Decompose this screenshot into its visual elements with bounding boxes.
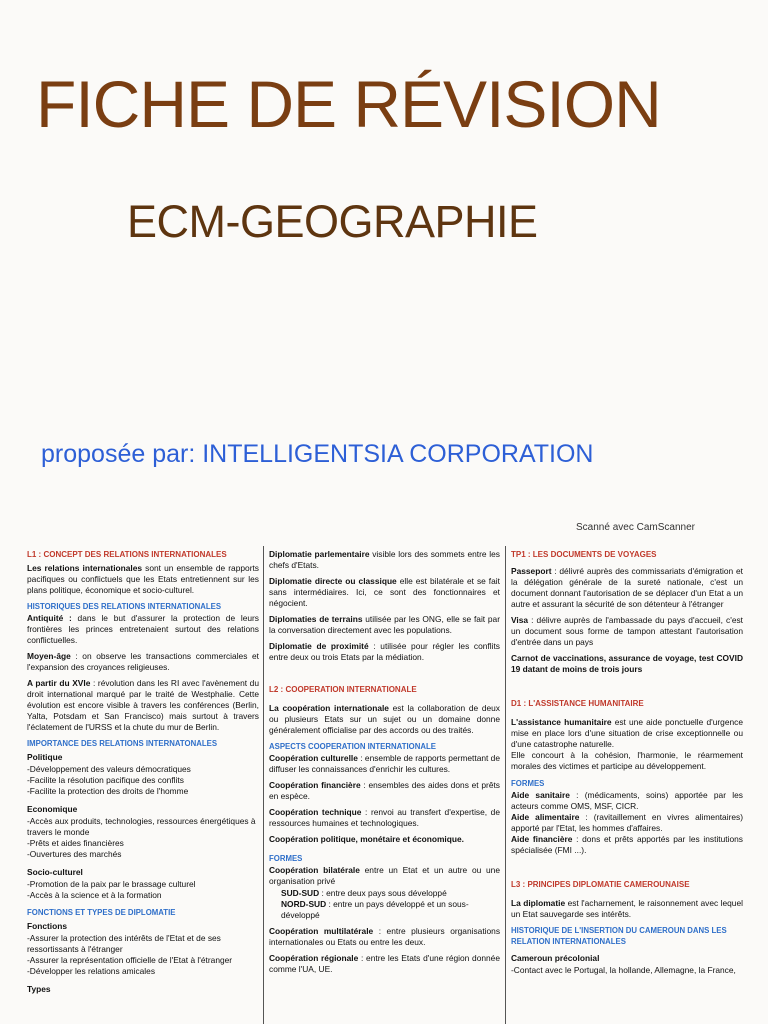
term: Coopération politique, monétaire et économique. — [269, 834, 464, 844]
list-item: -Accès aux produits, technologies, ressources énergétiques à travers le monde — [27, 816, 256, 837]
list-item: -Développement des valeurs démocratiques — [27, 764, 191, 774]
list-item — [281, 899, 500, 921]
paragraph — [269, 753, 500, 775]
term: NORD-SUD — [281, 899, 327, 909]
term: Coopération financière — [269, 780, 361, 790]
term: L'assistance humanitaire — [511, 717, 612, 727]
term: Aide financière — [511, 834, 573, 844]
paragraph — [511, 653, 743, 675]
term: Diplomatie parlementaire — [269, 549, 370, 559]
subsection-heading: IMPORTANCE DES RELATIONS INTERNATONALES — [27, 739, 218, 748]
section-heading: L1 : CONCEPT DES RELATIONS INTERNATIONALES — [27, 550, 227, 559]
column-1 — [27, 549, 259, 996]
list-item: -Promotion de la paix par le brassage culturel — [27, 879, 196, 889]
author-line: proposée par: INTELLIGENTSIA CORPORATION — [41, 440, 594, 468]
list-item: -Assurer la protection des intérêts de l'Etat et de ses ressortissants à l'étranger — [27, 933, 221, 954]
subsection-heading: HISTORIQUE DE L'INSERTION DU CAMEROUN DANS LES RELATION INTERNATIONALES — [511, 926, 727, 946]
page-subtitle: ECM-GEOGRAPHIE — [127, 196, 538, 247]
term: La coopération internationale — [269, 703, 389, 713]
list-item: -Accès à la science et à la formation — [27, 890, 162, 900]
column-2 — [269, 549, 500, 980]
term: Aide alimentaire — [511, 812, 580, 822]
subsection-heading: FORMES — [269, 854, 303, 863]
subsection-heading: FONCTIONS ET TYPES DE DIPLOMATIE — [27, 908, 176, 917]
paragraph — [511, 812, 743, 834]
paragraph-text: est une aide ponctuelle d'urgence mise en place lors d'une situation de crise exceptionnelle ou d'une catastrophe naturelle. — [511, 717, 743, 749]
paragraph — [269, 614, 500, 636]
paragraph — [511, 566, 743, 610]
paragraph — [27, 678, 259, 733]
section-heading: L2 : COOPERATION INTERNATIONALE — [269, 685, 417, 694]
list-item: -Développer les relations amicales — [27, 966, 156, 976]
list-item-text: : entre deux pays sous développé — [319, 888, 447, 898]
list-item: -Facilite la protection des droits de l'homme — [27, 786, 189, 796]
section-heading: L3 : PRINCIPES DIPLOMATIE CAMEROUNAISE — [511, 880, 690, 889]
term: Moyen-âge — [27, 651, 71, 661]
list-item — [281, 888, 500, 899]
paragraph — [511, 615, 743, 648]
paragraph-text: dans le but d'assurer la protection de leurs frontières les princes entretenaient surtout des relations conflictuelles. — [27, 613, 259, 645]
list-item: -Facilite la résolution pacifique des conflits — [27, 775, 184, 785]
paragraph — [269, 807, 500, 829]
paragraph — [269, 780, 500, 802]
column-divider-1 — [263, 546, 264, 1024]
paragraph-text: : dons et prêts apportés par les institutions spécialisée (FMI ...). — [511, 834, 743, 855]
paragraph — [511, 898, 743, 920]
list-heading: Politique — [27, 752, 63, 762]
paragraph — [269, 549, 500, 571]
paragraph — [511, 790, 743, 812]
paragraph-text: : renvoi au transfert d'expertise, de ressources humaines et technologiques. — [269, 807, 500, 828]
paragraph — [511, 834, 743, 856]
term: Coopération bilatérale — [269, 865, 360, 875]
paragraph-text: visible lors des sommets entre les chefs d'Etats. — [269, 549, 500, 570]
paragraph — [27, 651, 259, 673]
paragraph-text: : on observe les transactions commerciales et l'expansion des croyances religieuses. — [27, 651, 259, 672]
paragraph-text: : délivre auprès de l'ambassade du pays d'accueil, c'est un document sous forme de tampon attestant l'autorisation d'entrée dans un pays — [511, 615, 743, 647]
paragraph-text: : révolution dans les RI avec l'avènement du droit international marqué par le traité de Westphalie. Cette évolution est encore visible à travers les conférences (Berlin, Yalta, Potsdam et San Francisco) mais surtout à travers l'éclatement de l'URSS et la chute du mur de Berlin. — [27, 678, 259, 732]
subsection-heading: HISTORIQUES DES RELATIONS INTERNATIONALES — [27, 602, 222, 611]
paragraph-text: utilisée par les ONG, elle se fait par la conversation directement avec les populations. — [269, 614, 500, 635]
list-heading: Cameroun précolonial — [511, 953, 600, 963]
list-item: -Ouvertures des marchés — [27, 849, 122, 859]
column-divider-2 — [505, 546, 506, 1024]
term: A partir du XVIe — [27, 678, 91, 688]
paragraph — [269, 953, 500, 975]
list-heading: Types — [27, 984, 51, 994]
term: Coopération culturelle — [269, 753, 358, 763]
paragraph — [27, 563, 259, 596]
paragraph — [269, 703, 500, 736]
term: Carnot de vaccinations, assurance de voyage, test COVID 19 datant de moins de trois jours — [511, 653, 743, 674]
subsection-heading: FORMES — [511, 779, 545, 788]
term: Antiquité : — [27, 613, 72, 623]
term: Diplomatie de proximité — [269, 641, 369, 651]
paragraph-text: est l'acharnement, le raisonnement avec lequel un Etat sauvegarde ses intérêts. — [511, 898, 743, 919]
paragraph-text: est la collaboration de deux ou plusieurs Etats sur un sujet ou un domaine donne généralement officialise par des accords ou des traités. — [269, 703, 500, 735]
scanner-watermark: Scanné avec CamScanner — [576, 522, 695, 533]
paragraph-text: : ensembles des aides dons et prêts en espèce. — [269, 780, 500, 801]
paragraph — [269, 834, 500, 845]
paragraph-text: : (ravitaillement en vivres alimentaires) apporté par l'Etat, les hommes d'affaires. — [511, 812, 744, 833]
paragraph-text: : utilisée pour régler les conflits entre deux ou trois Etats par la médiation. — [269, 641, 500, 662]
list-heading: Fonctions — [27, 921, 68, 931]
paragraph-text: : (médicaments, soins) apportée par les acteurs comme OMS, MSF, CICR. — [511, 790, 743, 811]
paragraph — [269, 926, 500, 948]
paragraph-text: sont un ensemble de rapports pacifiques ou conflictuels que les Etats entretiennent sur les plans politique, économique et socio-culturel. — [27, 563, 259, 595]
list-heading: Economique — [27, 804, 78, 814]
paragraph-text: entre un Etat et un autre ou une organisation privé — [269, 865, 500, 886]
column-3 — [511, 549, 743, 976]
term: SUD-SUD — [281, 888, 320, 898]
term: Visa — [511, 615, 529, 625]
list-item: -Assurer la représentation officielle de l'Etat à l'étranger — [27, 955, 233, 965]
term: Diplomaties de terrains — [269, 614, 363, 624]
term: Les relations internationales — [27, 563, 143, 573]
section-heading: TP1 : LES DOCUMENTS DE VOYAGES — [511, 550, 657, 559]
paragraph-text: : ensemble de rapports permettant de diffuser les connaissances d'enrichir les cultures. — [269, 753, 500, 774]
term: Coopération multilatérale — [269, 926, 374, 936]
list-heading: Socio-culturel — [27, 867, 83, 877]
page-title: FICHE DE RÉVISION — [36, 67, 661, 141]
term: Coopération technique — [269, 807, 362, 817]
list-item-text: : entre un pays développé et un sous-développé — [281, 899, 469, 920]
section-heading: D1 : L'ASSISTANCE HUMANITAIRE — [511, 699, 644, 708]
paragraph-text: : délivré auprès des commissariats d'émigration et la délégation générale de la sureté nationale, c'est un document donnant l'autorisation de se déplacer d'un Etat a un autre et assurant la sécurité de son détenteur à l'étranger — [511, 566, 743, 609]
paragraph — [269, 576, 500, 609]
subsection-heading: ASPECTS COOPERATION INTERNATIONALE — [269, 742, 436, 751]
list-item: -Contact avec le Portugal, la hollande, Allemagne, la France, — [511, 965, 736, 975]
paragraph-text: : entre plusieurs organisations internationales ou Etats ou entre les deux. — [269, 926, 501, 947]
paragraph-text: elle est bilatérale et se fait sans intermédiaires. Ici, ce sont des fonctionnaires et négocient. — [269, 576, 500, 608]
paragraph: Elle concourt à la cohésion, l'harmonie, le réarmement morales des victimes et participe au développement. — [511, 750, 743, 771]
term: Aide sanitaire — [511, 790, 570, 800]
paragraph — [269, 641, 500, 663]
term: Coopération régionale — [269, 953, 359, 963]
paragraph — [269, 865, 500, 887]
paragraph-text: : entre les Etats d'une région donnée comme l'UA, UE. — [269, 953, 500, 974]
term: La diplomatie — [511, 898, 566, 908]
list-item: -Prêts et aides financières — [27, 838, 124, 848]
paragraph — [511, 717, 743, 750]
term: Passeport — [511, 566, 552, 576]
paragraph — [27, 613, 259, 646]
term: Diplomatie directe ou classique — [269, 576, 397, 586]
